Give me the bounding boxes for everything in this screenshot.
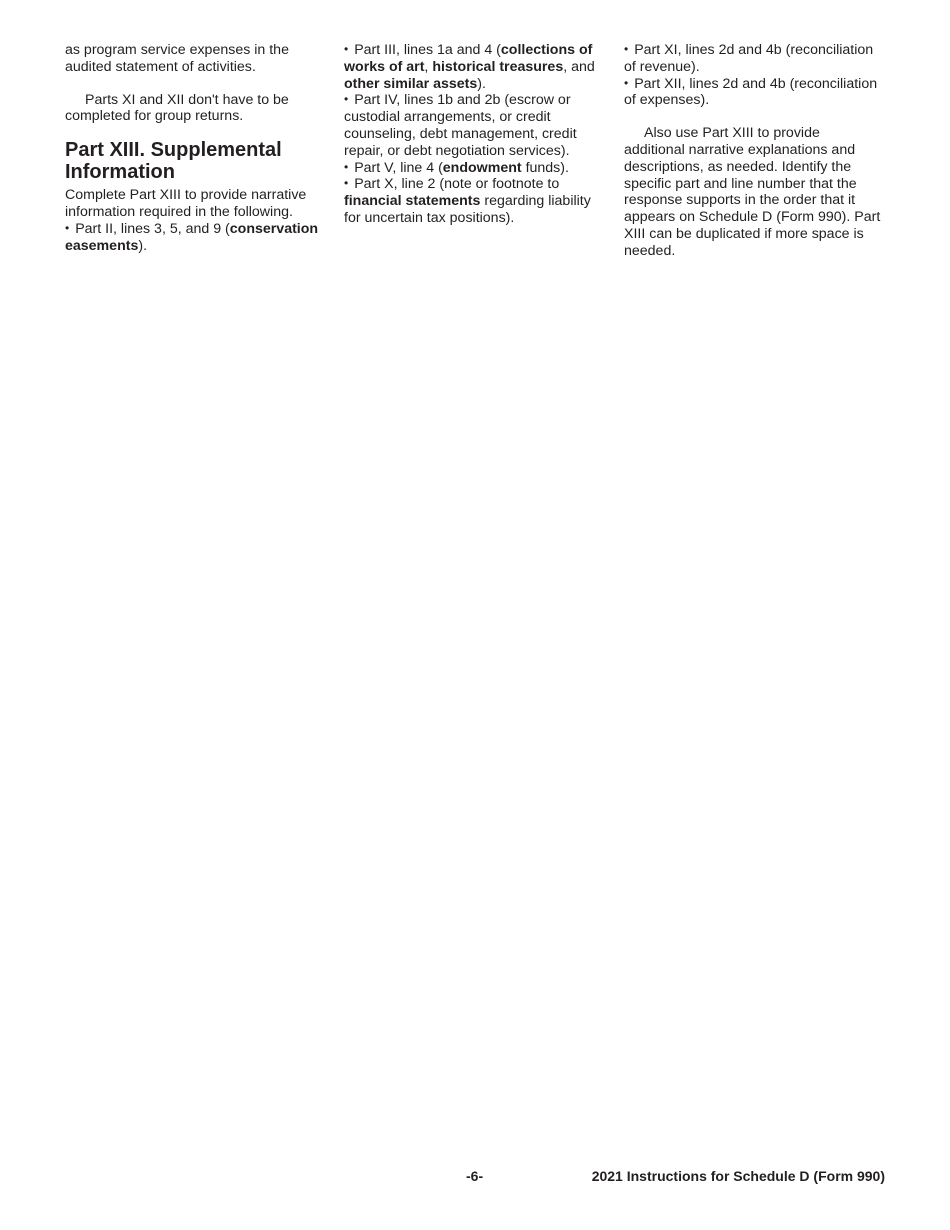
bullet-item: • Part X, line 2 (note or footnote to financial statements regarding liability for uncertain tax positions).: [344, 176, 609, 226]
bullet-item: • Part V, line 4 (endowment funds).: [344, 160, 609, 177]
bullet-item: • Part III, lines 1a and 4 (collections of works of art, historical treasures, and other similar assets).: [344, 42, 609, 92]
paragraph: as program service expenses in the audited statement of activities.: [65, 42, 289, 75]
column-3: [624, 42, 884, 260]
paragraph: Parts XI and XII don't have to be completed for group returns.: [65, 91, 289, 125]
page-number: -6-: [466, 1168, 484, 1184]
column-2: [344, 42, 609, 227]
paragraph: Complete Part XIII to provide narrative information required in the following.: [65, 187, 307, 220]
bullet-item: • Part XI, lines 2d and 4b (reconciliation of revenue).: [624, 42, 884, 76]
bullet-item: • Part IV, lines 1b and 2b (escrow or custodial arrangements, or credit counseling, debt management, credit repair, or debt negotiation services).: [344, 92, 609, 159]
footer-title: 2021 Instructions for Schedule D (Form 990): [591, 1168, 885, 1184]
bullet-item: • Part XII, lines 2d and 4b (reconciliation of expenses).: [624, 76, 884, 110]
column-1: [65, 42, 320, 254]
paragraph: Also use Part XIII to provide additional narrative explanations and descriptions, as needed. Identify the specific part and line number that the response supports in the order that it appears on Schedule D (Form 990). Part XIII can be duplicated if more space is needed.: [624, 125, 881, 259]
bullet-item: • Part II, lines 3, 5, and 9 (conservation easements).: [65, 221, 320, 255]
section-heading: Part XIII. Supplemental Information: [65, 139, 282, 184]
